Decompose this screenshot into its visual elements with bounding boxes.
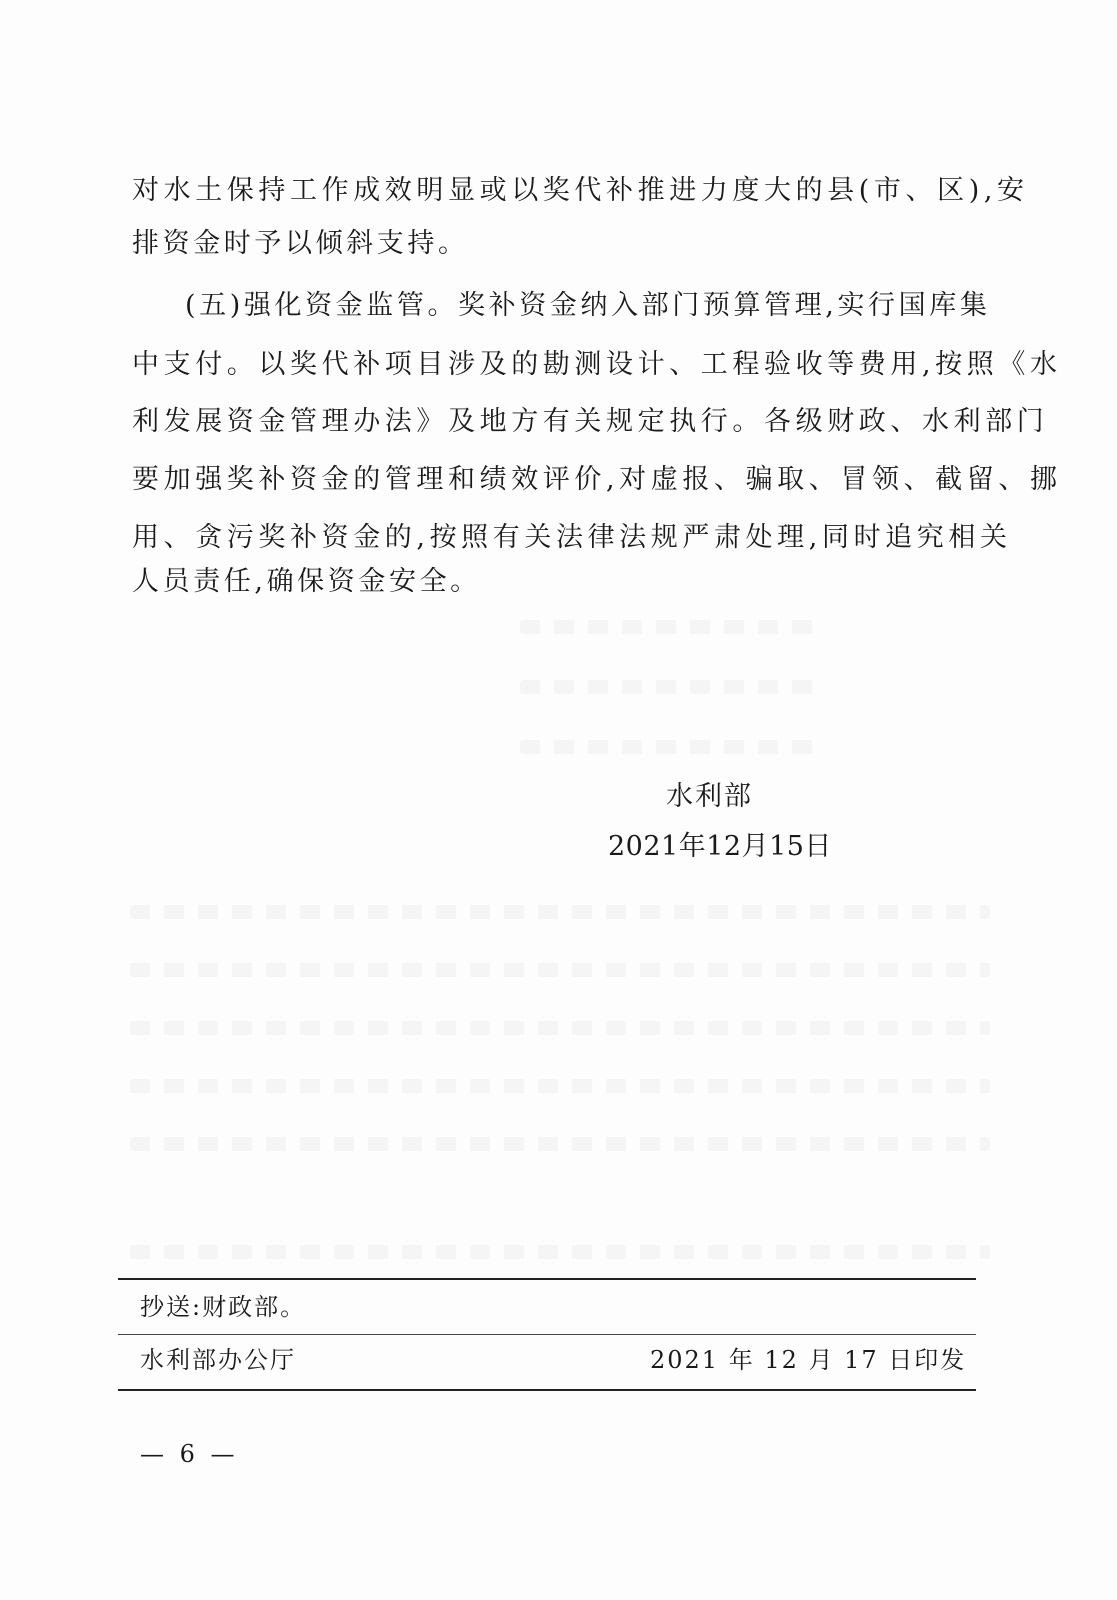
body-line: 要加强奖补资金的管理和绩效评价,对虚报、骗取、冒领、截留、挪 xyxy=(132,464,1062,495)
body-line: 排资金时予以倾斜支持。 xyxy=(132,228,469,259)
footer-middle-rule xyxy=(118,1334,976,1335)
footer-bottom-rule xyxy=(118,1389,976,1391)
footer-top-rule xyxy=(118,1278,976,1280)
bleed-through-texture xyxy=(130,905,990,919)
issuing-office: 水利部办公厅 xyxy=(140,1346,296,1374)
signature-date: 2021年12月15日 xyxy=(608,831,832,862)
bleed-through-texture xyxy=(520,740,820,754)
bleed-through-texture xyxy=(130,1245,990,1259)
bleed-through-texture xyxy=(130,1021,990,1035)
print-date: 2021 年 12 月 17 日印发 xyxy=(650,1346,967,1374)
body-line: 中支付。以奖代补项目涉及的勘测设计、工程验收等费用,按照《水 xyxy=(132,349,1062,380)
bleed-through-texture xyxy=(520,620,820,634)
body-line: (五)强化资金监管。奖补资金纳入部门预算管理,实行国库集 xyxy=(185,290,991,321)
cc-line: 抄送:财政部。 xyxy=(140,1293,307,1321)
body-line: 用、贪污奖补资金的,按照有关法律法规严肃处理,同时追究相关 xyxy=(132,522,1012,553)
bleed-through-texture xyxy=(130,963,990,977)
body-line: 利发展资金管理办法》及地方有关规定执行。各级财政、水利部门 xyxy=(132,406,1049,437)
page-number: — 6 — xyxy=(140,1440,239,1468)
body-line: 人员责任,确保资金安全。 xyxy=(132,566,481,597)
bleed-through-texture xyxy=(130,1137,990,1151)
body-line: 对水土保持工作成效明显或以奖代补推进力度大的县(市、区),安 xyxy=(132,175,1029,206)
bleed-through-texture xyxy=(520,680,820,694)
bleed-through-texture xyxy=(130,1079,990,1093)
signature-issuer: 水利部 xyxy=(666,781,753,812)
